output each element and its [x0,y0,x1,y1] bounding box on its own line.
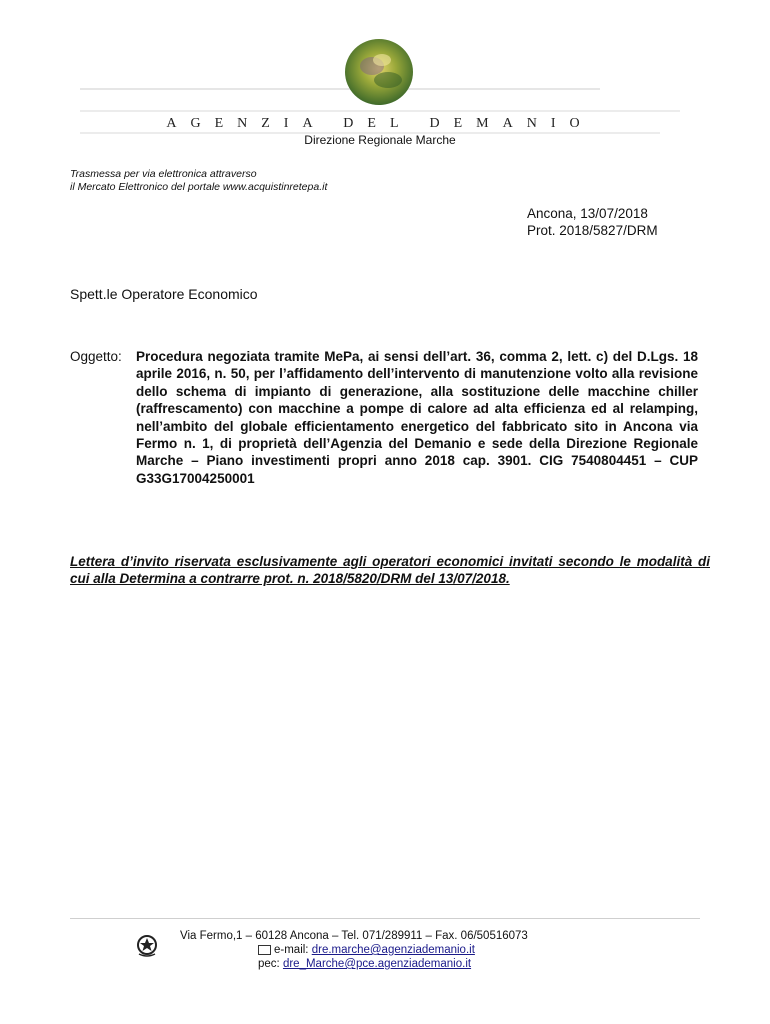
agency-logo [342,36,416,108]
invite-notice: Lettera d’invito riservata esclusivamente agli operatori economici invitati secondo le modalità di cui alla Determina a contrarre prot. n. 2018/5820/DRM del 13/07/2018. [70,554,710,586]
subject-text: Procedura negoziata tramite MePa, ai sensi dell’art. 36, comma 2, lett. c) del D.Lgs. 18 aprile 2016, n. 50, per l’affidamento dell’intervento di manutenzione volto alla revisione dello schema di impianto di generazione, alla sostituzione delle macchine chiller (raffrescamento) con macchine a pompe di calore ad alta efficienza ed al relamping, nell’ambito del globale efficientamento energetico del fabbricato sito in Ancona via Fermo n. 1, di proprietà dell’Agenzia del Demanio e sede della Direzione Regionale Marche – Piano investimenti propri anno 2018 cap. 3901. CIG 7540804451 – CUP G33G17004250001 [136,349,698,486]
recipient: Spett.le Operatore Economico [70,286,258,302]
pec-link[interactable]: dre_Marche@pce.agenziademanio.it [282,958,472,970]
republic-emblem-icon [136,932,158,958]
transmission-line-2: il Mercato Elettronico del portale www.acquistinretepa.it [70,181,328,193]
transmission-line-1: Trasmessa per via elettronica attraverso [70,168,257,180]
place-date-block [527,205,658,239]
place-date: Ancona, 13/07/2018 [527,206,648,221]
email-link[interactable]: dre.marche@agenziademanio.it [311,944,475,956]
subject-label: Oggetto: [70,349,122,364]
directorate-name: Direzione Regionale Marche [304,133,456,147]
subject-block [70,348,698,487]
footer-address: Via Fermo,1 – 60128 Ancona – Tel. 071/289911 – Fax. 06/50516073 [180,930,528,942]
transmission-note [70,168,327,194]
agency-name: AGENZIA DEL DEMANIO [166,116,594,131]
footer-contacts [180,929,528,971]
footer-pec-row [180,957,528,971]
footer-email-row [180,943,528,957]
protocol-number: Prot. 2018/5827/DRM [527,223,658,238]
footer-divider [70,918,700,919]
email-label: e-mail: [274,944,309,956]
pec-label: pec: [258,958,280,970]
mail-icon [258,945,271,955]
